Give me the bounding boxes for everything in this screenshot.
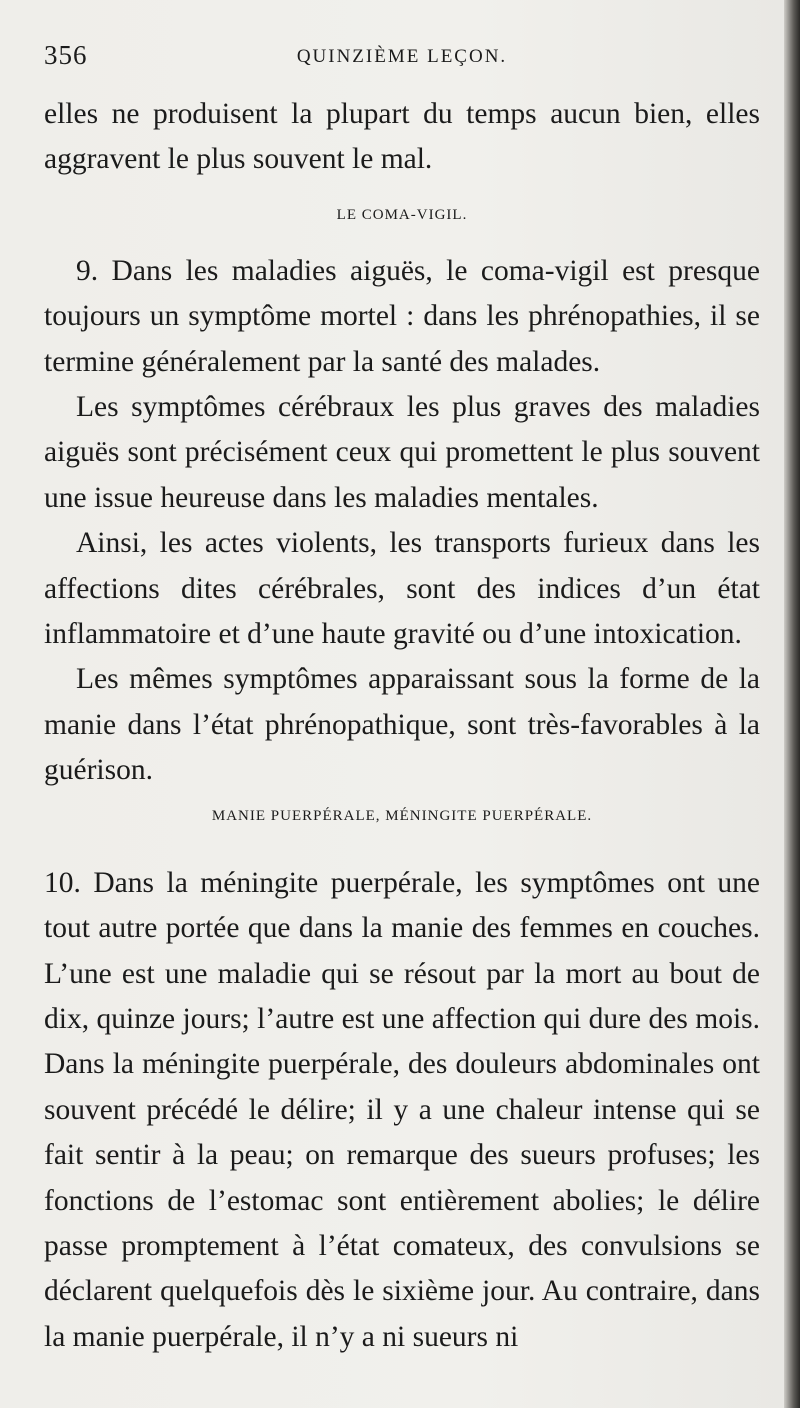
continuation-paragraph: elles ne produisent la plupart du temps aucun bien, elles aggravent le plus souvent le mal.: [44, 98, 760, 176]
running-title: QUINZIÈME LEÇON.: [296, 46, 508, 67]
page-number: 356: [44, 40, 88, 70]
paragraph-10: [44, 861, 760, 1360]
page-body: [44, 92, 760, 1360]
page-edge-shadow: [784, 0, 800, 1408]
paragraph-10-text: Dans la méningite puerpérale, les symptômes ont une tout autre portée que dans la manie des femmes en couches. L’une est une maladie qui se résout par la mort au bout de dix, quinze jours; l’autre est une affection qui dure des mois. Dans la méningite puerpérale, des douleurs abdominales ont souvent précédé le délire; il y a une chaleur intense qui se fait sentir à la peau; on remarque des sueurs profuses; les fonctions de l’estomac sont entièrement abolies; le délire passe promptement à l’état comateux, des convulsions se déclarent quelquefois dès le sixième jour. Au contraire, dans la manie puerpérale, il n’y a ni sueurs ni: [44, 866, 761, 1353]
paragraph-9-text: Dans les maladies aiguës, le coma-vigil est presque toujours un symptôme mortel : dans les phrénopathies, il se termine généralement par la santé des malades.: [44, 254, 760, 378]
paragraph-9: [44, 249, 760, 385]
running-head: [44, 40, 760, 80]
paragraph-number: 9.: [76, 254, 99, 287]
paragraph-9c: Ainsi, les actes violents, les transports furieux dans les affections dites cérébrales, sont des indices d’un état inflammatoire et d’une haute gravité ou d’une intoxication.: [44, 527, 760, 651]
paragraph-9b: Les symptômes cérébraux les plus graves des maladies aiguës sont précisément ceux qui promettent le plus souvent une issue heureuse dans les maladies mentales.: [44, 391, 760, 514]
section-title-coma-vigil: LE COMA-VIGIL.: [336, 206, 468, 223]
paragraph-number: 10.: [44, 866, 81, 899]
section-title-manie-puerperale: MANIE PUERPÉRALE, MÉNINGITE PUERPÉRALE.: [211, 807, 593, 824]
paragraph-9d: Les mêmes symptômes apparaissant sous la forme de la manie dans l’état phrénopathique, sont très-favorables à la guérison.: [44, 663, 760, 787]
